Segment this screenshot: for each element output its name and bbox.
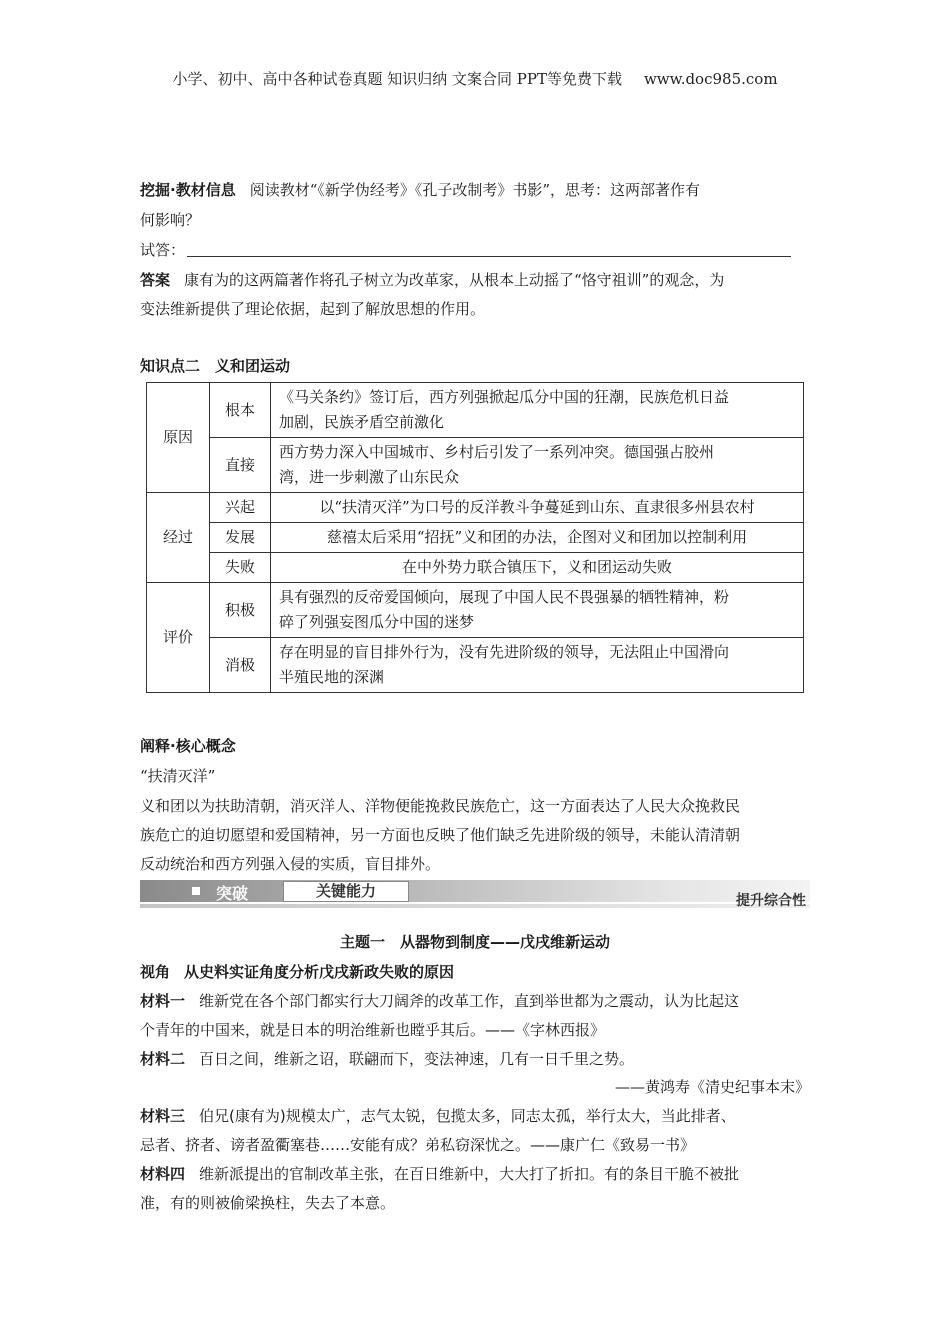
table-row [147,383,804,438]
knowledge-title: 知识点二 义和团运动 [140,357,291,375]
table-row [147,438,804,493]
concept-label: 阐释·核心概念 [140,737,236,755]
knowledge-table [146,382,804,693]
concept-line-2: 族危亡的迫切愿望和爱国精神，另一方面也反映了他们缺乏先进阶级的领导，未能认清清朝 [140,826,741,844]
answer-blank[interactable] [187,242,791,257]
table-row [147,493,804,523]
section-label: 挖掘·教材信息 [140,181,236,199]
material-2-label: 材料二 [140,1050,186,1068]
row-content: 慈禧太后采用“招抚”义和团的办法，企图对义和团加以控制利用 [271,523,804,553]
page-header [0,68,950,89]
material-4-label: 材料四 [140,1165,186,1183]
material-3-line-2: 忌者、挤者、谤者盈衢塞巷……安能有成？弟私窃深忧之。——康广仁《致易一书》 [140,1136,696,1154]
question-line-2: 何影响？ [140,211,201,229]
row-group-process: 经过 [147,493,210,583]
material-3-label: 材料三 [140,1107,186,1125]
view-label: 视角 [140,963,171,981]
concept-line-3: 反动统治和西方列强入侵的实质，盲目排外。 [140,855,441,873]
material-2-line-1: 材料二 百日之间，维新之诏，联翩而下，变法神速，几有一日千里之势。 [140,1050,635,1068]
material-2-source: ——黄鸿寿《清史纪事本末》 [614,1078,810,1096]
row-sub: 消极 [210,638,271,693]
banner-key-ability: 关键能力 [283,881,409,902]
try-label: 试答： [140,241,186,259]
row-content: 《马关条约》签订后，西方列强掀起瓜分中国的狂潮，民族危机日益 加剧，民族矛盾空前激化 [271,383,804,438]
row-content: 具有强烈的反帝爱国倾向，展现了中国人民不畏强暴的牺牲精神，粉 碎了列强妄图瓜分中国的迷梦 [271,583,804,638]
material-1-line-1: 材料一 维新党在各个部门都实行大刀阔斧的改革工作，直到举世都为之震动，认为比起这 [140,992,740,1010]
table-row [147,523,804,553]
material-4-line-2: 准，有的则被偷梁换柱，失去了本意。 [140,1194,396,1212]
row-group-cause: 原因 [147,383,210,493]
table-row [147,583,804,638]
table-row [147,638,804,693]
topic-title: 主题一 从器物到制度——戊戌维新运动 [339,933,610,951]
answer-line-1: 答案 康有为的这两篇著作将孔子树立为改革家，从根本上动摇了“恪守祖训”的观念，为 [140,271,725,289]
row-group-evaluation: 评价 [147,583,210,693]
square-bullet-icon [192,887,200,895]
view-line: 视角 从史料实证角度分析戊戌新政失败的原因 [140,963,455,981]
material-3-line-1: 材料三 伯兄(康有为)规模太广，志气太锐，包揽太多，同志太孤，举行太大，当此排者、 [140,1107,736,1125]
answer-label: 答案 [140,271,171,289]
row-content: 在中外势力联合镇压下，义和团运动失败 [271,553,804,583]
header-text: 小学、初中、高中各种试卷真题 知识归纳 文案合同 PPT等免费下载 [172,70,622,88]
banner-improve: 提升综合性 [736,893,806,909]
table-row [147,553,804,583]
material-4-line-1: 材料四 维新派提出的官制改革主张，在百日维新中，大大打了折扣。有的条目干脆不被批 [140,1165,740,1183]
material-1-line-2: 个青年的中国来，就是日本的明治维新也瞠乎其后。——《字林西报》 [140,1021,606,1039]
question-line-1: 挖掘·教材信息 阅读教材“《新学伪经考》《孔子改制考》书影”，思考：这两部著作有 [140,181,701,199]
row-content: 存在明显的盲目排外行为，没有先进阶级的领导，无法阻止中国滑向 半殖民地的深渊 [271,638,804,693]
banner-tupo: 突破 [216,884,249,903]
row-sub: 根本 [210,383,271,438]
row-sub: 失败 [210,553,271,583]
row-content: 西方势力深入中国城市、乡村后引发了一系列冲突。德国强占胶州 湾，进一步刺激了山东民众 [271,438,804,493]
header-url[interactable]: www.doc985.com [643,70,778,88]
row-sub: 发展 [210,523,271,553]
row-sub: 直接 [210,438,271,493]
row-content: 以“扶清灭洋”为口号的反洋教斗争蔓延到山东、直隶很多州县农村 [271,493,804,523]
material-1-label: 材料一 [140,992,186,1010]
answer-line-2: 变法维新提供了理论依据，起到了解放思想的作用。 [140,300,486,318]
row-sub: 兴起 [210,493,271,523]
concept-term: “扶清灭洋” [140,767,216,785]
try-answer-line [140,240,812,260]
row-sub: 积极 [210,583,271,638]
section-banner [140,880,810,910]
concept-line-1: 义和团以为扶助清朝，消灭洋人、洋物便能挽救民族危亡，这一方面表达了人民大众挽救民 [140,797,741,815]
